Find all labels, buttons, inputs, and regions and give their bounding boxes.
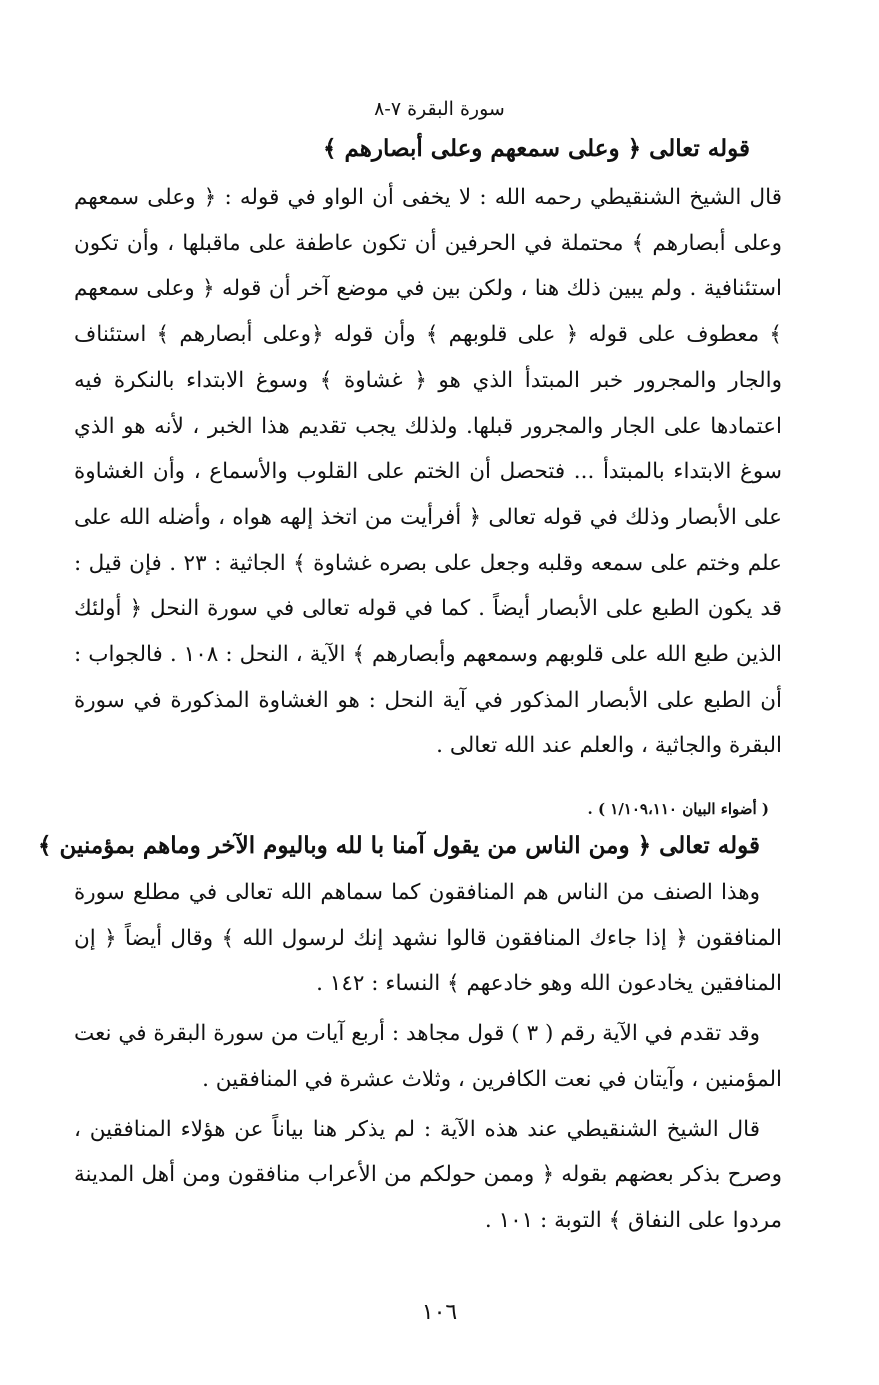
paragraph: قال الشيخ الشنقيطي عند هذه الآية : لم يذكر هنا بياناً عن هؤلاء المنافقين ، وصرح بذكر بعضهم بقوله ﴿ وممن حولكم من الأعراب منافقون ومن أهل المدينة مردوا على النفاق ﴾ التوبة : ١٠١ . xyxy=(74,1116,782,1233)
paragraph: وقد تقدم في الآية رقم ( ٣ ) قول مجاهد : أربع آيات من سورة البقرة في نعت المؤمنين ، وآيتان في نعت الكافرين ، وثلاث عشرة في المنافقين . xyxy=(74,1021,782,1092)
running-header: سورة البقرة ٧-٨ xyxy=(374,98,505,120)
paragraph: قال الشيخ الشنقيطي رحمه الله : لا يخفى أن الواو في قوله : ﴿ وعلى سمعهم وعلى أبصارهم ﴾ محتملة في الحرفين أن تكون عاطفة على ماقبلها ، وأن تكون استئنافية . ولم يبين ذلك هنا ، ولكن بين في موضع آخر أن قوله ﴿ وعلى سمعهم ﴾ معطوف على قوله ﴿ على قلوبهم ﴾ وأن قوله ﴿وعلى أبصارهم ﴾ استئناف والجار والمجرور خبر المبتدأ الذي هو ﴿ غشاوة ﴾ وسوغ الابتداء بالنكرة فيه اعتمادها على الجار والمجرور قبلها. ولذلك يجب تقديم هذا الخبر ، لأنه هو الذي سوغ الابتداء بالمبتدأ ... فتحصل أن الختم على القلوب والأسماع ، وأن الغشاوة على الأبصار وذلك في قوله تعالى ﴿ أفرأيت من اتخذ إلهه هواه ، وأضله الله على علم وختم على سمعه وقلبه وجعل على بصره غشاوة ﴾ الجاثية : ٢٣ . فإن قيل : قد يكون الطبع على الأبصار أيضاً . كما في قوله تعالى في سورة النحل ﴿ أولئك الذين طبع الله على قلوبهم وسمعهم وأبصارهم ﴾ الآية ، النحل : ١٠٨ . فالجواب : أن الطبع على الأبصار المذكور في آية النحل : هو الغشاوة المذكورة في سورة البقرة والجاثية ، والعلم عند الله تعالى . xyxy=(74,185,782,759)
section-heading: قوله تعالى ﴿ ومن الناس من يقول آمنا با لله وباليوم الآخر وماهم بمؤمنين ﴾ xyxy=(38,832,760,859)
section-2 xyxy=(38,826,782,1244)
section-heading: قوله تعالى ﴿ وعلى سمعهم وعلى أبصارهم ﴾ xyxy=(323,135,750,162)
page-number: ١٠٦ xyxy=(421,1300,458,1325)
source-citation: ( أضواء البيان ١/١٠٩،١١٠ ) . xyxy=(587,800,769,818)
paragraph: وهذا الصنف من الناس هم المنافقون كما سماهم الله تعالى في مطلع سورة المنافقون ﴿ إذا جاءك المنافقون قالوا نشهد إنك لرسول الله ﴾ وقال أيضاً ﴿ إن المنافقين يخادعون الله وهو خادعهم ﴾ النساء : ١٤٢ . xyxy=(74,880,782,997)
section-1 xyxy=(74,129,782,769)
